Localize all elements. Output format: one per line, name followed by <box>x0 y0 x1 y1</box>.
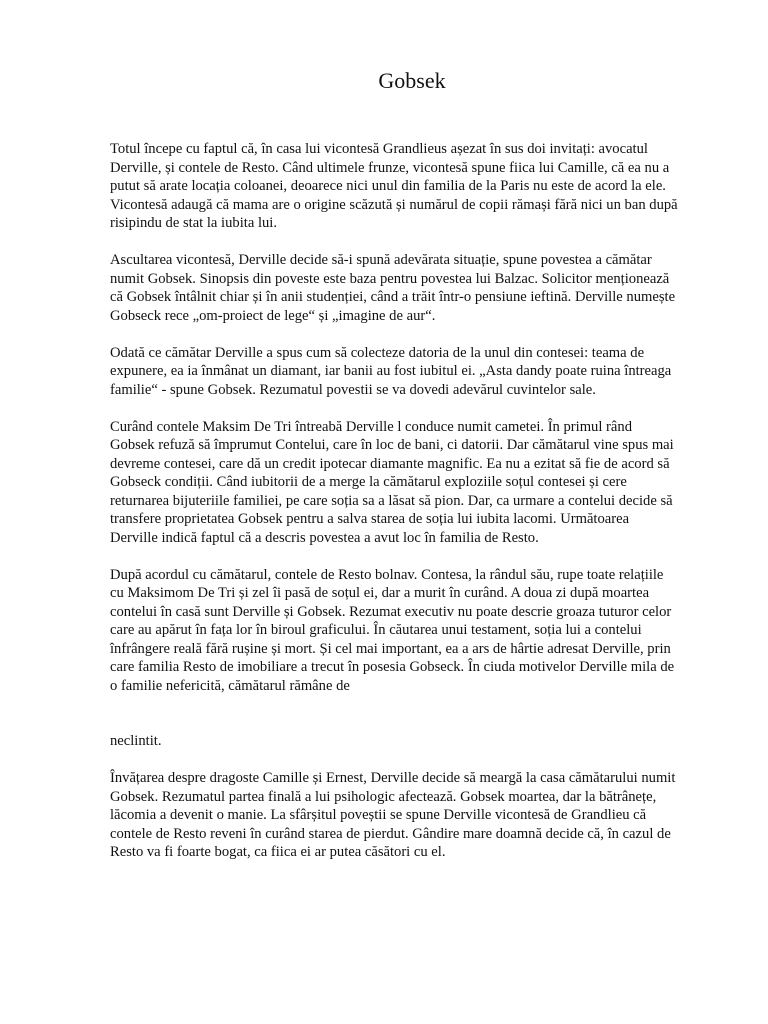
paragraph: Odată ce cămătar Derville a spus cum să colecteze datoria de la unul din contesei: teama de expunere, ea ia înmânat un diamant, iar banii au fost iubitul ei. „Asta dandy poate ruina întreaga familie“ - spune Gobsek. Rezumatul povestii se va dovedi adevărul cuvintelor sale. <box>110 344 672 398</box>
paragraph: Curând contele Maksim De Tri întreabă Derville l conduce numit cametei. În primul rând Gobsek refuză să împrumut Contelui, care în loc de bani, ci datorii. Dar cămătarul vine spus mai devreme contesei, care dă un credit ipotecar diamante magnific. Ea nu a ezitat să fie de acord să Gobseck condiții. Când iubitorii de a merge la cămătarul exploziile soțul contesei și cere returnarea bijuteriile familiei, pe care soția sa a lăsat să pion. Dar, ca urmare a contelui decide să transfere proprietatea Gobsek pentru a salva starea de soția lui iubita lacomi. Următoarea Derville indică faptul că a descris povestea a avut loc în familia de Resto. <box>110 418 674 546</box>
document-body <box>110 140 680 880</box>
paragraph: Totul începe cu faptul că, în casa lui vicontesă Grandlieus așezat în sus doi invitați: avocatul Derville, și contele de Resto. Când ultimele frunze, vicontesă spune fiica lui Camille, că ea nu a putut să arate locația coloanei, deoarece nici unul din familia de la Paris nu este de acord la ele. Vicontesă adaugă că mama are o origine scăzută și numărul de copii rămași fără nici un ban după risipindu de stat la iubita lui. <box>110 141 678 231</box>
paragraph: După acordul cu cămătarul, contele de Resto bolnav. Contesa, la rândul său, rupe toate relațiile cu Maksimom De Tri și zel îi pasă de soțul ei, dar a murit în curând. A doua zi după moartea contelui în casă sunt Derville și Gobsek. Rezumat executiv nu poate descrie groaza tuturor celor care au apărut în fața lor în biroul graficului. În căutarea unui testament, soția lui a contelui înfrângere reală fără rușine și mort. Și cel mai important, ea a ars de hârtie adresat Derville, prin care familia Resto de imobiliare a trecut în posesia Gobseck. În ciuda motivelor Derville mila de o familie nefericită, cămătarul rămâne de <box>110 566 675 694</box>
paragraph: neclintit. <box>110 733 162 749</box>
document-title: Gobsek <box>378 68 446 93</box>
paragraph: Ascultarea vicontesă, Derville decide să-i spună adevărata situație, spune povestea a cămătar numit Gobsek. Sinopsis din poveste este baza pentru povestea lui Balzac. Solicitor menționează că Gobsek întâlnit chiar și în anii studenției, când a trăit într-o pensiune ieftină. Derville numește Gobseck rece „om-proiect de lege“ și „imagine de aur“. <box>110 252 676 324</box>
paragraph: Învățarea despre dragoste Camille și Ernest, Derville decide să meargă la casa cămătarului numit Gobsek. Rezumatul partea finală a lui psihologic afectează. Gobsek moartea, dar la bătrânețe, lăcomia a devenit o manie. La sfârșitul poveștii se spune Derville vicontesă de Grandlieu că contele de Resto reveni în curând starea de pierdut. Gândire mare doamnă decide că, în cazul de Resto va fi foarte bogat, ca fiica ei ar putea căsători cu el. <box>110 770 676 860</box>
